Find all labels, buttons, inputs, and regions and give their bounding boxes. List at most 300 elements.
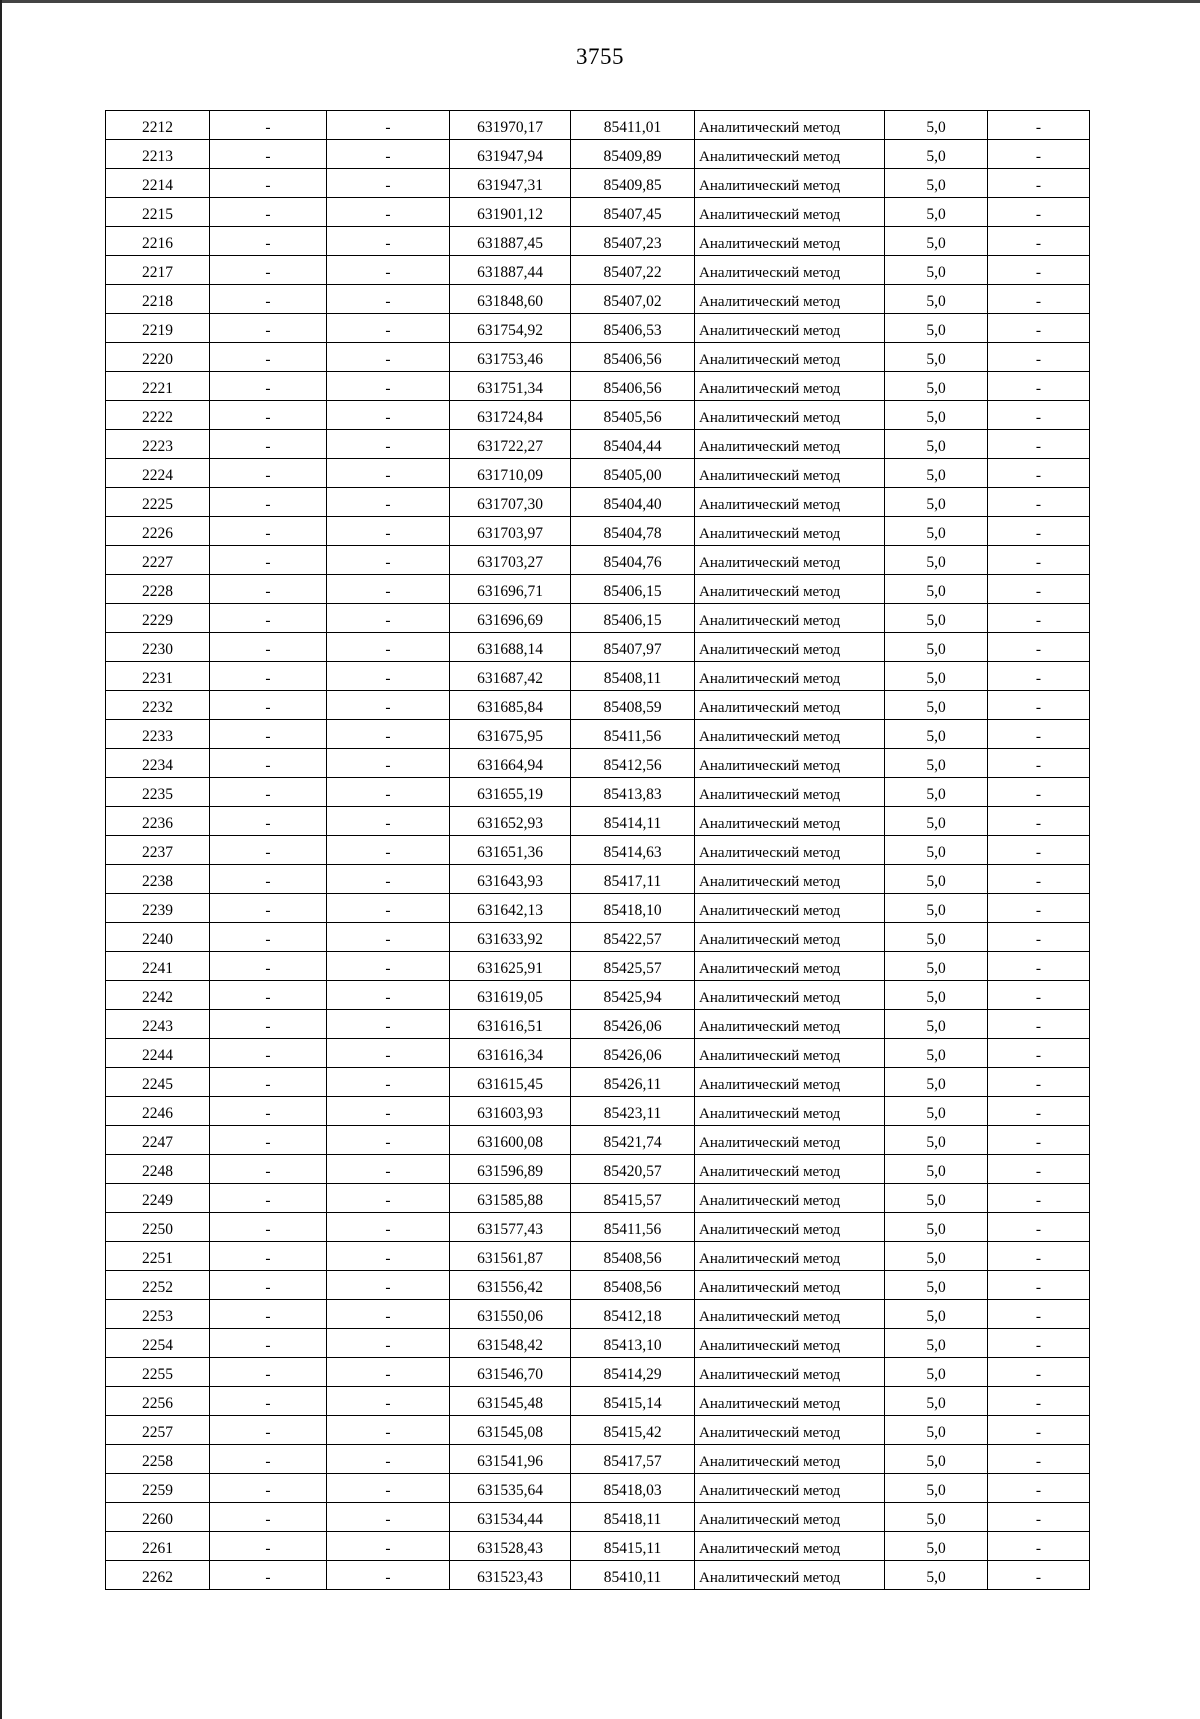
method-cell: Аналитический метод bbox=[695, 1416, 885, 1445]
coordinate-x-cell: 631633,92 bbox=[450, 923, 571, 952]
coordinate-x-cell: 631619,05 bbox=[450, 981, 571, 1010]
coordinate-x-cell: 631887,45 bbox=[450, 227, 571, 256]
coordinate-y-cell: 85404,44 bbox=[571, 430, 695, 459]
note-cell: - bbox=[988, 1387, 1090, 1416]
table-row bbox=[106, 865, 1090, 894]
method-cell: Аналитический метод bbox=[695, 1068, 885, 1097]
coordinate-y-cell: 85407,22 bbox=[571, 256, 695, 285]
accuracy-cell: 5,0 bbox=[885, 459, 988, 488]
empty-dash-cell: - bbox=[327, 981, 450, 1010]
point-number-cell: 2244 bbox=[106, 1039, 210, 1068]
empty-dash-cell: - bbox=[210, 401, 327, 430]
point-number-cell: 2250 bbox=[106, 1213, 210, 1242]
note-cell: - bbox=[988, 488, 1090, 517]
accuracy-cell: 5,0 bbox=[885, 1271, 988, 1300]
empty-dash-cell: - bbox=[327, 604, 450, 633]
page-number: 3755 bbox=[576, 44, 624, 69]
accuracy-cell: 5,0 bbox=[885, 894, 988, 923]
coordinate-x-cell: 631947,94 bbox=[450, 140, 571, 169]
accuracy-cell: 5,0 bbox=[885, 778, 988, 807]
note-cell: - bbox=[988, 1010, 1090, 1039]
table-row bbox=[106, 633, 1090, 662]
table-row bbox=[106, 198, 1090, 227]
coordinate-y-cell: 85417,11 bbox=[571, 865, 695, 894]
empty-dash-cell: - bbox=[327, 865, 450, 894]
coordinate-y-cell: 85406,15 bbox=[571, 575, 695, 604]
method-cell: Аналитический метод bbox=[695, 372, 885, 401]
empty-dash-cell: - bbox=[210, 691, 327, 720]
table-row bbox=[106, 227, 1090, 256]
note-cell: - bbox=[988, 285, 1090, 314]
method-cell: Аналитический метод bbox=[695, 923, 885, 952]
empty-dash-cell: - bbox=[327, 1039, 450, 1068]
empty-dash-cell: - bbox=[327, 1068, 450, 1097]
method-cell: Аналитический метод bbox=[695, 1184, 885, 1213]
empty-dash-cell: - bbox=[210, 140, 327, 169]
coordinate-x-cell: 631703,97 bbox=[450, 517, 571, 546]
note-cell: - bbox=[988, 1155, 1090, 1184]
note-cell: - bbox=[988, 140, 1090, 169]
table-row bbox=[106, 691, 1090, 720]
point-number-cell: 2245 bbox=[106, 1068, 210, 1097]
method-cell: Аналитический метод bbox=[695, 256, 885, 285]
method-cell: Аналитический метод bbox=[695, 517, 885, 546]
empty-dash-cell: - bbox=[210, 1300, 327, 1329]
coordinate-y-cell: 85415,57 bbox=[571, 1184, 695, 1213]
coordinate-y-cell: 85426,06 bbox=[571, 1010, 695, 1039]
table-row bbox=[106, 1532, 1090, 1561]
empty-dash-cell: - bbox=[327, 1213, 450, 1242]
empty-dash-cell: - bbox=[210, 343, 327, 372]
empty-dash-cell: - bbox=[327, 575, 450, 604]
method-cell: Аналитический метод bbox=[695, 1155, 885, 1184]
note-cell: - bbox=[988, 1300, 1090, 1329]
note-cell: - bbox=[988, 1271, 1090, 1300]
point-number-cell: 2214 bbox=[106, 169, 210, 198]
coordinate-y-cell: 85425,57 bbox=[571, 952, 695, 981]
table-row bbox=[106, 1474, 1090, 1503]
empty-dash-cell: - bbox=[327, 1010, 450, 1039]
table-row bbox=[106, 169, 1090, 198]
point-number-cell: 2218 bbox=[106, 285, 210, 314]
empty-dash-cell: - bbox=[210, 1271, 327, 1300]
point-number-cell: 2255 bbox=[106, 1358, 210, 1387]
accuracy-cell: 5,0 bbox=[885, 952, 988, 981]
empty-dash-cell: - bbox=[210, 1242, 327, 1271]
coordinate-x-cell: 631556,42 bbox=[450, 1271, 571, 1300]
method-cell: Аналитический метод bbox=[695, 1039, 885, 1068]
empty-dash-cell: - bbox=[327, 778, 450, 807]
coordinate-x-cell: 631652,93 bbox=[450, 807, 571, 836]
coordinate-x-cell: 631535,64 bbox=[450, 1474, 571, 1503]
coordinate-y-cell: 85408,11 bbox=[571, 662, 695, 691]
point-number-cell: 2225 bbox=[106, 488, 210, 517]
coordinate-y-cell: 85412,18 bbox=[571, 1300, 695, 1329]
method-cell: Аналитический метод bbox=[695, 1503, 885, 1532]
coordinate-x-cell: 631616,34 bbox=[450, 1039, 571, 1068]
empty-dash-cell: - bbox=[210, 1329, 327, 1358]
table-row bbox=[106, 1358, 1090, 1387]
empty-dash-cell: - bbox=[327, 546, 450, 575]
accuracy-cell: 5,0 bbox=[885, 488, 988, 517]
table-row bbox=[106, 1242, 1090, 1271]
coordinate-y-cell: 85409,85 bbox=[571, 169, 695, 198]
method-cell: Аналитический метод bbox=[695, 140, 885, 169]
coordinate-x-cell: 631685,84 bbox=[450, 691, 571, 720]
note-cell: - bbox=[988, 1097, 1090, 1126]
table-row bbox=[106, 1213, 1090, 1242]
coordinate-x-cell: 631664,94 bbox=[450, 749, 571, 778]
empty-dash-cell: - bbox=[210, 604, 327, 633]
table-row bbox=[106, 140, 1090, 169]
point-number-cell: 2240 bbox=[106, 923, 210, 952]
note-cell: - bbox=[988, 894, 1090, 923]
point-number-cell: 2217 bbox=[106, 256, 210, 285]
empty-dash-cell: - bbox=[327, 285, 450, 314]
table-row bbox=[106, 1126, 1090, 1155]
empty-dash-cell: - bbox=[327, 633, 450, 662]
point-number-cell: 2236 bbox=[106, 807, 210, 836]
method-cell: Аналитический метод bbox=[695, 285, 885, 314]
note-cell: - bbox=[988, 343, 1090, 372]
note-cell: - bbox=[988, 517, 1090, 546]
accuracy-cell: 5,0 bbox=[885, 1126, 988, 1155]
note-cell: - bbox=[988, 1416, 1090, 1445]
coordinate-y-cell: 85414,11 bbox=[571, 807, 695, 836]
point-number-cell: 2229 bbox=[106, 604, 210, 633]
note-cell: - bbox=[988, 1213, 1090, 1242]
table-row bbox=[106, 488, 1090, 517]
empty-dash-cell: - bbox=[327, 1387, 450, 1416]
accuracy-cell: 5,0 bbox=[885, 517, 988, 546]
empty-dash-cell: - bbox=[210, 488, 327, 517]
note-cell: - bbox=[988, 314, 1090, 343]
coordinate-y-cell: 85406,15 bbox=[571, 604, 695, 633]
empty-dash-cell: - bbox=[210, 836, 327, 865]
coordinate-y-cell: 85411,56 bbox=[571, 720, 695, 749]
coordinate-y-cell: 85423,11 bbox=[571, 1097, 695, 1126]
method-cell: Аналитический метод bbox=[695, 1213, 885, 1242]
coordinate-x-cell: 631651,36 bbox=[450, 836, 571, 865]
point-number-cell: 2213 bbox=[106, 140, 210, 169]
coordinate-x-cell: 631887,44 bbox=[450, 256, 571, 285]
point-number-cell: 2249 bbox=[106, 1184, 210, 1213]
accuracy-cell: 5,0 bbox=[885, 1039, 988, 1068]
method-cell: Аналитический метод bbox=[695, 894, 885, 923]
empty-dash-cell: - bbox=[210, 662, 327, 691]
coordinate-x-cell: 631616,51 bbox=[450, 1010, 571, 1039]
accuracy-cell: 5,0 bbox=[885, 1474, 988, 1503]
empty-dash-cell: - bbox=[327, 488, 450, 517]
coordinate-x-cell: 631710,09 bbox=[450, 459, 571, 488]
accuracy-cell: 5,0 bbox=[885, 1503, 988, 1532]
accuracy-cell: 5,0 bbox=[885, 546, 988, 575]
accuracy-cell: 5,0 bbox=[885, 343, 988, 372]
accuracy-cell: 5,0 bbox=[885, 1300, 988, 1329]
point-number-cell: 2232 bbox=[106, 691, 210, 720]
point-number-cell: 2254 bbox=[106, 1329, 210, 1358]
coordinate-x-cell: 631754,92 bbox=[450, 314, 571, 343]
empty-dash-cell: - bbox=[327, 807, 450, 836]
point-number-cell: 2237 bbox=[106, 836, 210, 865]
empty-dash-cell: - bbox=[210, 459, 327, 488]
point-number-cell: 2252 bbox=[106, 1271, 210, 1300]
empty-dash-cell: - bbox=[210, 546, 327, 575]
empty-dash-cell: - bbox=[210, 285, 327, 314]
point-number-cell: 2223 bbox=[106, 430, 210, 459]
accuracy-cell: 5,0 bbox=[885, 633, 988, 662]
table-row bbox=[106, 720, 1090, 749]
note-cell: - bbox=[988, 372, 1090, 401]
accuracy-cell: 5,0 bbox=[885, 198, 988, 227]
accuracy-cell: 5,0 bbox=[885, 1068, 988, 1097]
method-cell: Аналитический метод bbox=[695, 343, 885, 372]
method-cell: Аналитический метод bbox=[695, 1126, 885, 1155]
table-row bbox=[106, 894, 1090, 923]
point-number-cell: 2247 bbox=[106, 1126, 210, 1155]
note-cell: - bbox=[988, 1358, 1090, 1387]
empty-dash-cell: - bbox=[210, 952, 327, 981]
coordinate-y-cell: 85407,97 bbox=[571, 633, 695, 662]
accuracy-cell: 5,0 bbox=[885, 140, 988, 169]
table-row bbox=[106, 836, 1090, 865]
accuracy-cell: 5,0 bbox=[885, 923, 988, 952]
note-cell: - bbox=[988, 749, 1090, 778]
point-number-cell: 2241 bbox=[106, 952, 210, 981]
point-number-cell: 2212 bbox=[106, 111, 210, 140]
table-row bbox=[106, 546, 1090, 575]
coordinate-y-cell: 85405,56 bbox=[571, 401, 695, 430]
coordinate-x-cell: 631534,44 bbox=[450, 1503, 571, 1532]
note-cell: - bbox=[988, 952, 1090, 981]
coordinate-x-cell: 631687,42 bbox=[450, 662, 571, 691]
coordinate-y-cell: 85407,45 bbox=[571, 198, 695, 227]
coordinate-y-cell: 85406,56 bbox=[571, 372, 695, 401]
note-cell: - bbox=[988, 575, 1090, 604]
coordinate-x-cell: 631585,88 bbox=[450, 1184, 571, 1213]
empty-dash-cell: - bbox=[210, 778, 327, 807]
point-number-cell: 2220 bbox=[106, 343, 210, 372]
coordinate-y-cell: 85407,23 bbox=[571, 227, 695, 256]
method-cell: Аналитический метод bbox=[695, 1561, 885, 1590]
table-row bbox=[106, 749, 1090, 778]
accuracy-cell: 5,0 bbox=[885, 691, 988, 720]
table-row bbox=[106, 1503, 1090, 1532]
empty-dash-cell: - bbox=[327, 198, 450, 227]
coordinate-y-cell: 85408,59 bbox=[571, 691, 695, 720]
accuracy-cell: 5,0 bbox=[885, 662, 988, 691]
coordinate-y-cell: 85404,40 bbox=[571, 488, 695, 517]
method-cell: Аналитический метод bbox=[695, 227, 885, 256]
coordinate-x-cell: 631550,06 bbox=[450, 1300, 571, 1329]
method-cell: Аналитический метод bbox=[695, 1358, 885, 1387]
coordinate-y-cell: 85404,76 bbox=[571, 546, 695, 575]
method-cell: Аналитический метод bbox=[695, 1329, 885, 1358]
table-row bbox=[106, 1155, 1090, 1184]
point-number-cell: 2222 bbox=[106, 401, 210, 430]
coordinate-x-cell: 631970,17 bbox=[450, 111, 571, 140]
coordinate-x-cell: 631615,45 bbox=[450, 1068, 571, 1097]
empty-dash-cell: - bbox=[327, 111, 450, 140]
accuracy-cell: 5,0 bbox=[885, 430, 988, 459]
coordinate-y-cell: 85406,53 bbox=[571, 314, 695, 343]
note-cell: - bbox=[988, 111, 1090, 140]
empty-dash-cell: - bbox=[327, 314, 450, 343]
empty-dash-cell: - bbox=[210, 575, 327, 604]
empty-dash-cell: - bbox=[327, 430, 450, 459]
table-row bbox=[106, 111, 1090, 140]
accuracy-cell: 5,0 bbox=[885, 372, 988, 401]
coordinate-y-cell: 85415,42 bbox=[571, 1416, 695, 1445]
method-cell: Аналитический метод bbox=[695, 314, 885, 343]
coordinate-y-cell: 85418,03 bbox=[571, 1474, 695, 1503]
coordinate-x-cell: 631600,08 bbox=[450, 1126, 571, 1155]
empty-dash-cell: - bbox=[210, 1213, 327, 1242]
method-cell: Аналитический метод bbox=[695, 488, 885, 517]
coordinate-y-cell: 85415,14 bbox=[571, 1387, 695, 1416]
accuracy-cell: 5,0 bbox=[885, 111, 988, 140]
table-row bbox=[106, 285, 1090, 314]
empty-dash-cell: - bbox=[210, 749, 327, 778]
accuracy-cell: 5,0 bbox=[885, 1213, 988, 1242]
accuracy-cell: 5,0 bbox=[885, 169, 988, 198]
empty-dash-cell: - bbox=[327, 1503, 450, 1532]
accuracy-cell: 5,0 bbox=[885, 604, 988, 633]
empty-dash-cell: - bbox=[210, 1503, 327, 1532]
point-number-cell: 2226 bbox=[106, 517, 210, 546]
coordinate-y-cell: 85426,11 bbox=[571, 1068, 695, 1097]
point-number-cell: 2256 bbox=[106, 1387, 210, 1416]
empty-dash-cell: - bbox=[210, 198, 327, 227]
accuracy-cell: 5,0 bbox=[885, 1097, 988, 1126]
empty-dash-cell: - bbox=[210, 1126, 327, 1155]
note-cell: - bbox=[988, 1242, 1090, 1271]
empty-dash-cell: - bbox=[210, 1474, 327, 1503]
empty-dash-cell: - bbox=[327, 256, 450, 285]
empty-dash-cell: - bbox=[327, 1126, 450, 1155]
accuracy-cell: 5,0 bbox=[885, 1387, 988, 1416]
point-number-cell: 2242 bbox=[106, 981, 210, 1010]
note-cell: - bbox=[988, 691, 1090, 720]
note-cell: - bbox=[988, 1561, 1090, 1590]
point-number-cell: 2251 bbox=[106, 1242, 210, 1271]
empty-dash-cell: - bbox=[327, 1329, 450, 1358]
method-cell: Аналитический метод bbox=[695, 1474, 885, 1503]
accuracy-cell: 5,0 bbox=[885, 1445, 988, 1474]
coordinate-y-cell: 85407,02 bbox=[571, 285, 695, 314]
note-cell: - bbox=[988, 1445, 1090, 1474]
accuracy-cell: 5,0 bbox=[885, 1242, 988, 1271]
empty-dash-cell: - bbox=[210, 111, 327, 140]
empty-dash-cell: - bbox=[327, 343, 450, 372]
point-number-cell: 2258 bbox=[106, 1445, 210, 1474]
method-cell: Аналитический метод bbox=[695, 691, 885, 720]
accuracy-cell: 5,0 bbox=[885, 1416, 988, 1445]
coordinate-y-cell: 85425,94 bbox=[571, 981, 695, 1010]
empty-dash-cell: - bbox=[327, 952, 450, 981]
accuracy-cell: 5,0 bbox=[885, 720, 988, 749]
empty-dash-cell: - bbox=[210, 1532, 327, 1561]
note-cell: - bbox=[988, 401, 1090, 430]
method-cell: Аналитический метод bbox=[695, 633, 885, 662]
method-cell: Аналитический метод bbox=[695, 575, 885, 604]
table-row bbox=[106, 604, 1090, 633]
method-cell: Аналитический метод bbox=[695, 1300, 885, 1329]
method-cell: Аналитический метод bbox=[695, 952, 885, 981]
empty-dash-cell: - bbox=[210, 1561, 327, 1590]
empty-dash-cell: - bbox=[210, 923, 327, 952]
table-row bbox=[106, 923, 1090, 952]
table-row bbox=[106, 575, 1090, 604]
empty-dash-cell: - bbox=[210, 169, 327, 198]
coordinate-x-cell: 631675,95 bbox=[450, 720, 571, 749]
accuracy-cell: 5,0 bbox=[885, 749, 988, 778]
coordinate-y-cell: 85414,29 bbox=[571, 1358, 695, 1387]
coordinate-y-cell: 85420,57 bbox=[571, 1155, 695, 1184]
accuracy-cell: 5,0 bbox=[885, 1532, 988, 1561]
note-cell: - bbox=[988, 256, 1090, 285]
method-cell: Аналитический метод bbox=[695, 778, 885, 807]
empty-dash-cell: - bbox=[327, 1474, 450, 1503]
empty-dash-cell: - bbox=[210, 1358, 327, 1387]
coordinate-y-cell: 85413,10 bbox=[571, 1329, 695, 1358]
table-row bbox=[106, 1068, 1090, 1097]
point-number-cell: 2260 bbox=[106, 1503, 210, 1532]
coordinate-y-cell: 85405,00 bbox=[571, 459, 695, 488]
table-row bbox=[106, 1329, 1090, 1358]
accuracy-cell: 5,0 bbox=[885, 1010, 988, 1039]
empty-dash-cell: - bbox=[327, 1416, 450, 1445]
note-cell: - bbox=[988, 981, 1090, 1010]
empty-dash-cell: - bbox=[327, 1242, 450, 1271]
accuracy-cell: 5,0 bbox=[885, 1358, 988, 1387]
coordinate-x-cell: 631546,70 bbox=[450, 1358, 571, 1387]
table-row bbox=[106, 256, 1090, 285]
coordinate-y-cell: 85422,57 bbox=[571, 923, 695, 952]
point-number-cell: 2215 bbox=[106, 198, 210, 227]
table-row bbox=[106, 372, 1090, 401]
empty-dash-cell: - bbox=[210, 1445, 327, 1474]
note-cell: - bbox=[988, 430, 1090, 459]
empty-dash-cell: - bbox=[210, 1010, 327, 1039]
accuracy-cell: 5,0 bbox=[885, 256, 988, 285]
empty-dash-cell: - bbox=[327, 691, 450, 720]
empty-dash-cell: - bbox=[210, 807, 327, 836]
note-cell: - bbox=[988, 169, 1090, 198]
empty-dash-cell: - bbox=[210, 430, 327, 459]
table-row bbox=[106, 517, 1090, 546]
coordinate-x-cell: 631642,13 bbox=[450, 894, 571, 923]
table-row bbox=[106, 1010, 1090, 1039]
empty-dash-cell: - bbox=[210, 1387, 327, 1416]
accuracy-cell: 5,0 bbox=[885, 807, 988, 836]
note-cell: - bbox=[988, 1503, 1090, 1532]
empty-dash-cell: - bbox=[327, 1358, 450, 1387]
empty-dash-cell: - bbox=[327, 372, 450, 401]
accuracy-cell: 5,0 bbox=[885, 314, 988, 343]
table-row bbox=[106, 952, 1090, 981]
table-row bbox=[106, 1097, 1090, 1126]
empty-dash-cell: - bbox=[210, 1416, 327, 1445]
coordinate-y-cell: 85413,83 bbox=[571, 778, 695, 807]
empty-dash-cell: - bbox=[327, 1300, 450, 1329]
note-cell: - bbox=[988, 836, 1090, 865]
empty-dash-cell: - bbox=[210, 865, 327, 894]
method-cell: Аналитический метод bbox=[695, 865, 885, 894]
coordinate-y-cell: 85410,11 bbox=[571, 1561, 695, 1590]
accuracy-cell: 5,0 bbox=[885, 836, 988, 865]
method-cell: Аналитический метод bbox=[695, 1271, 885, 1300]
